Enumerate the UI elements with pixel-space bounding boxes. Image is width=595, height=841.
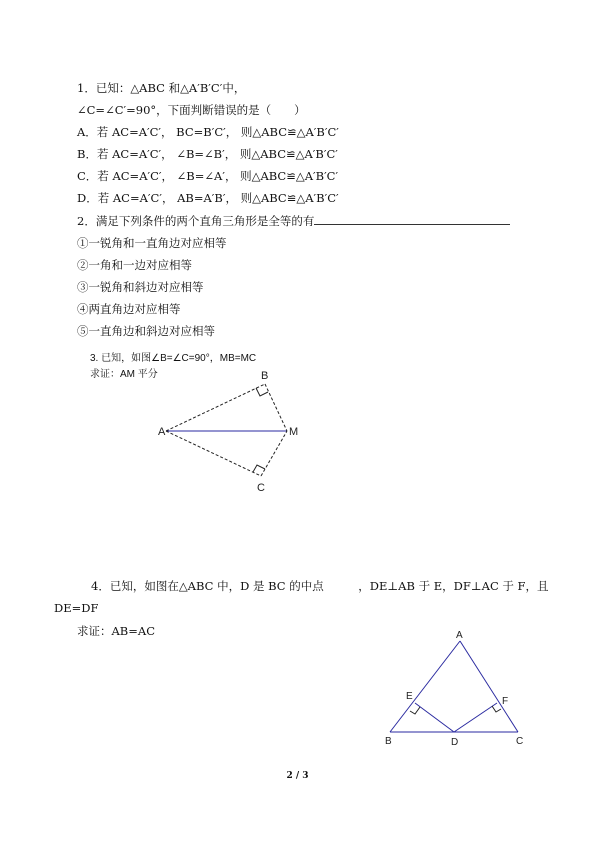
label-b: B bbox=[261, 370, 269, 382]
segment-bm bbox=[265, 384, 287, 431]
q2-option-1: ①一锐角和一直角边对应相等 bbox=[77, 236, 227, 250]
q1-option-a: A．若 AC=A′C′， BC=B′C′， 则△ABC≌△A′B′C′ bbox=[77, 125, 339, 139]
right-angle-f bbox=[492, 706, 501, 712]
q4-figure bbox=[378, 628, 538, 750]
q2-option-5: ⑤一直角边和斜边对应相等 bbox=[77, 324, 215, 338]
q3-given: 3. 已知，如图∠B=∠C=90°，MB=MC bbox=[90, 353, 257, 364]
q4-prove: 求证：AB=AC bbox=[77, 624, 155, 638]
label-c: C bbox=[257, 482, 265, 494]
q3-prove: 求证：AM 平分 bbox=[90, 369, 158, 380]
segment-cm bbox=[261, 431, 287, 476]
q1-option-b: B．若 AC=A′C′， ∠B=∠B′， 则△ABC≌△A′B′C′ bbox=[77, 147, 338, 161]
q2-stem: 2．满足下列条件的两个直角三角形是全等的有 bbox=[77, 214, 315, 228]
label-a: A bbox=[158, 426, 166, 438]
right-angle-b bbox=[256, 388, 268, 396]
q3-figure bbox=[150, 365, 310, 495]
q1-condition: ∠C=∠C′=90°，下面判断错误的是（ ） bbox=[77, 103, 306, 117]
label-a: A bbox=[456, 630, 463, 641]
page-number: 2 / 3 bbox=[286, 771, 309, 781]
segment-ac bbox=[460, 641, 518, 732]
q2-answer-blank bbox=[314, 213, 510, 225]
q2-stem-line bbox=[77, 213, 510, 228]
q2-option-2: ②一角和一边对应相等 bbox=[77, 258, 192, 272]
label-c: C bbox=[516, 736, 524, 747]
segment-de bbox=[415, 703, 454, 732]
label-e: E bbox=[406, 691, 413, 702]
label-f: F bbox=[502, 696, 509, 707]
label-b: B bbox=[385, 736, 392, 747]
right-angle-c bbox=[253, 465, 265, 472]
q4-given: 4．已知，如图在△ABC 中，D 是 BC 的中点 ，DE⊥AB 于 E，DF⊥AC 于 F，且 bbox=[91, 579, 549, 593]
q2-option-3: ③一锐角和斜边对应相等 bbox=[77, 280, 204, 294]
segment-ac bbox=[166, 431, 261, 476]
q2-option-4: ④两直角边对应相等 bbox=[77, 302, 181, 316]
label-d: D bbox=[451, 737, 459, 748]
q4-given-cont: DE=DF bbox=[54, 601, 99, 615]
q1-stem: 1．已知：△ABC 和△A′B′C′中， bbox=[77, 81, 246, 95]
segment-ab bbox=[166, 384, 265, 431]
right-angle-e bbox=[410, 707, 420, 714]
segment-ab bbox=[390, 641, 460, 732]
segment-df bbox=[454, 703, 497, 732]
q1-option-d: D．若 AC=A′C′， AB=A′B′， 则△ABC≌△A′B′C′ bbox=[77, 191, 339, 205]
label-m: M bbox=[289, 426, 299, 438]
q1-option-c: C．若 AC=A′C′， ∠B=∠A′， 则△ABC≌△A′B′C′ bbox=[77, 169, 339, 183]
